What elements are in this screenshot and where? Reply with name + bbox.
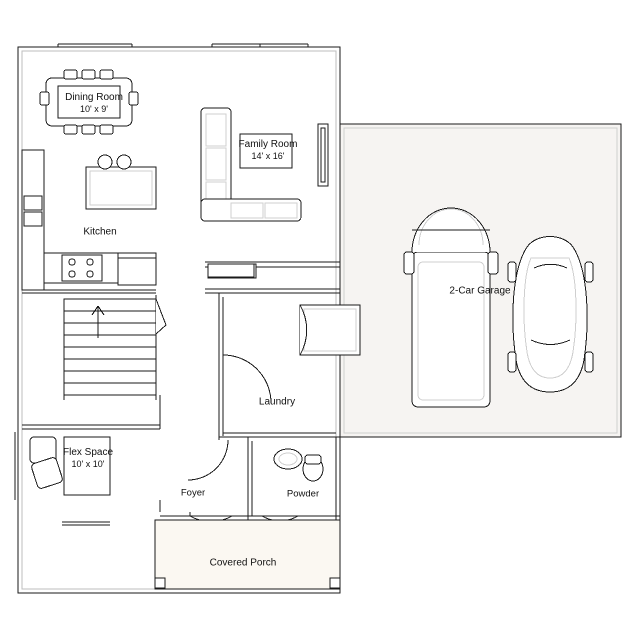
room-name: Dining Room <box>65 92 123 104</box>
staircase <box>64 295 166 400</box>
room-name: Kitchen <box>83 226 117 238</box>
garage-vehicle-truck <box>404 208 498 407</box>
covered-porch <box>155 520 340 589</box>
mudroom-bench <box>208 264 254 277</box>
room-dimensions: 10' x 10' <box>71 458 105 469</box>
room-name: Powder <box>286 488 320 500</box>
room-name: Covered Porch <box>209 557 277 569</box>
room-dimensions: 10' x 9' <box>80 103 108 114</box>
window-family-room-right <box>318 124 328 186</box>
room-name: Laundry <box>258 396 296 408</box>
room-name: Family Room <box>238 139 298 151</box>
room-name: 2-Car Garage <box>449 285 511 297</box>
dining-room-furniture <box>40 70 138 134</box>
room-name: Flex Space <box>62 447 114 459</box>
room-dimensions: 14' x 16' <box>251 150 285 161</box>
flex-space-furniture <box>30 437 110 495</box>
room-name: Foyer <box>180 487 206 499</box>
